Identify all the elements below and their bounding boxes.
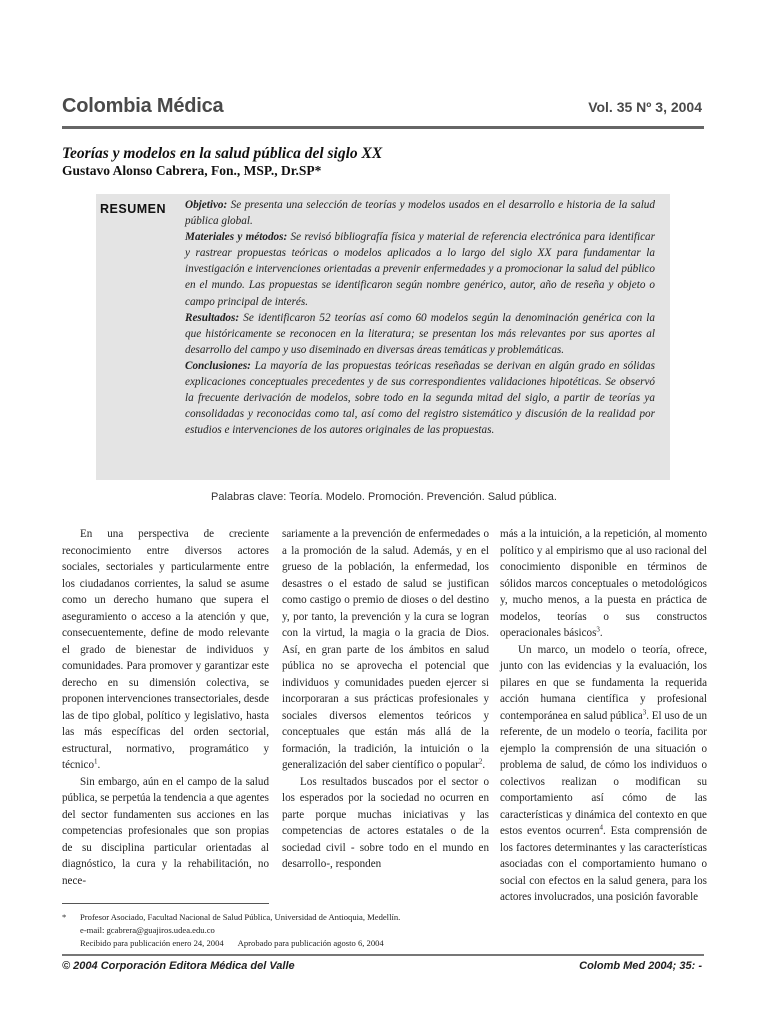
abstract-label: RESUMEN — [100, 202, 167, 216]
footer-copyright: © 2004 Corporación Editora Médica del Valle — [62, 960, 295, 972]
article-authors: Gustavo Alonso Cabrera, Fon., MSP., Dr.SP* — [62, 163, 322, 178]
footnote-mark: * — [62, 912, 67, 922]
keywords: Palabras clave: Teoría. Modelo. Promoción. Prevención. Salud pública. — [211, 491, 557, 503]
journal-name: Colombia Médica — [62, 95, 224, 117]
body-paragraph: Los resultados buscados por el sector o los esperados por la sociedad no ocurren en parte porque muchas iniciativas y las competencias de actores estatales o de la sociedad civil - sobre todo en el mundo en desarrollo-, responden — [282, 775, 489, 870]
volume-issue: Vol. 35 Nº 3, 2004 — [588, 99, 702, 115]
body-paragraph: más a la intuición, a la repetición, al momento político y al empirismo que al uso racional del conocimiento disponible en términos de sólidos marcos conceptuales o metodológicos y, mucho menos, a la puesta en práctica de modelos, teorías o sus constructos operacionales básicos$^3$. — [500, 528, 707, 639]
header-rule — [62, 126, 704, 129]
abstract-resultados: Resultados: Se identificaron 52 teorías así como 60 modelos según la denominación genérica con la que históricamente se reconocen en la literatura; se presentan los más relevantes por sus aportes al desarrollo del campo y uso diseminado en diversas áreas temáticas y problemáticas. — [185, 311, 655, 356]
body-paragraph: Sin embargo, aún en el campo de la salud pública, se perpetúa la tendencia a que agentes del sector fundamenten sus acciones en las competencias profesionales que son propias de su disciplina particular orientadas al diagnóstico, la cura y la rehabilitación, no nece- — [62, 775, 269, 887]
footnote-rule — [62, 903, 269, 904]
body-column-1 — [62, 526, 269, 889]
footnote-approved: Aprobado para publicación agosto 6, 2004 — [237, 937, 384, 948]
body-column-2 — [282, 526, 489, 873]
article-title: Teorías y modelos en la salud pública del siglo XX — [62, 145, 383, 162]
abstract-conclusiones: Conclusiones: La mayoría de las propuestas teóricas reseñadas se derivan en algún grado en sólidas explicaciones conceptuales precedentes y de sus correspondientes validaciones hipotéticas. Se observó la frecuente derivación de modelos, sobre todo en la segunda mitad del siglo, a partir de teorías ya consolidadas y reconocidas como tal, así como del registro sistemático y discusión de la realidad por estudios e intervenciones de los autores originales de las propuestas. — [185, 359, 655, 437]
abstract-objetivo: Objetivo: Se presenta una selección de teorías y modelos usados en el desarrollo e historia de la salud pública global. — [185, 199, 655, 228]
footer-rule — [62, 954, 704, 956]
footnote-received: Recibido para publicación enero 24, 2004 — [80, 937, 224, 948]
footer-citation: Colomb Med 2004; 35: - — [579, 960, 702, 972]
abstract-text — [185, 197, 655, 438]
body-column-3 — [500, 526, 707, 906]
body-paragraph: Un marco, un modelo o teoría, ofrece, junto con las evidencias y la evaluación, los pilares en que se fundamenta la requerida acción humana científica y profesional contemporánea en salud pública$^3$. El uso de un referente, de un modelo o teoría, facilita por ejemplo la comprensión de una situación o problema de salud, de cómo los individuos o colectivos realizan o modifican su comportamiento así cómo de las características y dinámica del contexto en que estos eventos ocurren$^4$. Esta comprensión de los factores determinantes y las características asociadas con el comportamiento humano o social con efectos en la salud genera, para los actores involucrados, una posición favorable — [500, 643, 708, 903]
footnote-email: e-mail: gcabrera@guajiros.udea.edu.co — [80, 924, 215, 935]
footnote — [62, 911, 492, 949]
abstract-metodos: Materiales y métodos: Se revisó bibliografía física y material de referencia electrónica para identificar y rastrear propuestas teóricas o modelos aplicados a lo largo del siglo XX para fundamentar la investigación e intervenciones orientadas a prevenir enfermedades y a promocionar la salud del público en el mundo. Las propuestas se identificaron según nombre genérico, autor, año de reseña y objeto o campo principal de interés. — [185, 231, 656, 308]
footnote-affiliation: Profesor Asociado, Facultad Nacional de Salud Pública, Universidad de Antioquia, Medellín. — [80, 912, 401, 922]
body-paragraph: En una perspectiva de creciente reconocimiento entre diversos actores sociales, sectoriales y particularmente entre los ciudadanos corrientes, la salud se asume como un derecho humano que supera el aseguramiento o acceso a la atención y que, consecuentemente, define de modo relevante el grado de bienestar de individuos y comunidades. Para promover y garantizar este derecho en su dimensión colectiva, se proponen intervenciones transectoriales, desde las de tipo global, político y legislativo, hasta las más específicas del orden sectorial, estructural, normativo, programático y técnico$^1$. — [62, 528, 270, 771]
body-paragraph: sariamente a la prevención de enfermedades o a la promoción de la salud. Además, y en el grueso de la población, la enfermedad, los desastres o el estado de salud se justifican como castigo o premio de dioses o del destino y, por tanto, la prevención y la cura se logran con la virtud, la magia o la gracia de Dios. Así, en gran parte de los ámbitos en salud pública no se aprovecha el potencial que individuos y comunidades pueden ejercer si incorporaran a sus prácticas profesionales y sociales diversos elementos teóricos y conceptuales que están más allá de la formación, la tradición, la intuición o la generalización del saber científico o popular$^2$. — [282, 528, 489, 771]
